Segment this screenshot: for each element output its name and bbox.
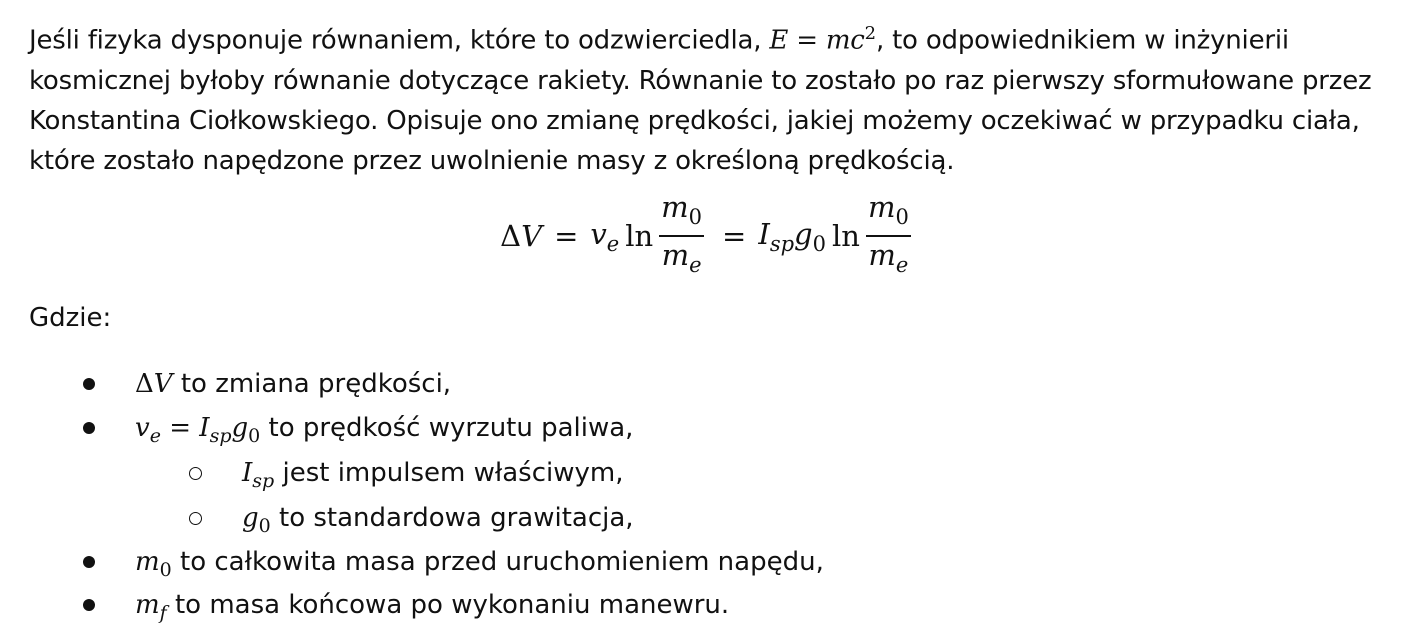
eq-frac2-denominator: $m_e$	[868, 238, 909, 277]
math-mc: mc	[825, 25, 865, 56]
eq-ve: $v_e$	[590, 216, 620, 256]
eq-g0: $g_0$	[794, 216, 826, 256]
math-exponent: 2	[864, 23, 876, 44]
eq-frac2-numerator: $m_0$	[867, 190, 909, 229]
circle-bullet-icon	[189, 467, 202, 480]
bullet-icon	[83, 599, 95, 611]
eq-fraction-2	[866, 189, 911, 283]
rocket-equation	[0, 190, 1417, 279]
document-page: Jeśli fizyka dysponuje równaniem, które to odzwierciedla, $E = mc^2$, to odpowiednikiem w inżynierii kosmicznej byłoby równanie dotyczące rakiety. Równanie to zostało po raz pierwszy sformułowane przez Konstantina Ciołkowskiego. Opisuje ono zmianę prędkości, jakiej możemy oczekiwać w przypadku ciała, które zostało napędzone przez uwolnienie masy z określoną prędkością. Δ V = $v_e$ ln $\frac{m_0}{m_e}$ = $I_{sp}$ $g_0$ ln $\frac{m_0}{m_e}$ Gdzie: ΔV to zmiana prędkości, $v_e = I_{sp}g_0$ to prędkość wyrzutu paliwa, $I_{sp}$ jest impulsem właściwym, $g_0$ to standardowa grawitacja, $m_0$ to całkowita masa przed uruchomieniem napędu, $m_f$ to masa końcowa po wykonaniu manewru.	[0, 0, 1417, 630]
intro-paragraph	[29, 14, 1399, 181]
bullet-icon	[83, 378, 95, 390]
eq-V: V	[521, 219, 543, 253]
math-equals: =	[788, 25, 826, 56]
bullet-icon	[83, 422, 95, 434]
eq-equals-2: =	[722, 219, 747, 253]
eq-ln-1: ln	[625, 219, 654, 253]
eq-frac1-denominator: $m_e$	[661, 238, 702, 277]
intro-text-2: , to odpowiednikiem w inżynierii kosmicznej byłoby równanie dotyczące rakiety. Równanie to zostało po raz pierwszy sformułowane przez Konstantina Ciołkowskiego. Opisuje ono zmianę prędkości, jakiej możemy oczekiwać w przypadku ciała, które zostało napędzone przez uwolnienie masy z określoną prędkością.	[29, 25, 1372, 176]
bullet-icon	[83, 556, 95, 568]
eq-fraction-1	[659, 189, 704, 283]
intro-text-1: Jeśli fizyka dysponuje równaniem, które to odzwierciedla,	[29, 25, 770, 56]
where-label: Gdzie:	[29, 303, 112, 333]
eq-frac1-numerator: $m_0$	[661, 190, 703, 229]
eq-isp: $I_{sp}$	[758, 216, 795, 256]
math-E: E	[769, 25, 789, 56]
eq-delta: Δ	[500, 219, 522, 253]
eq-equals-1: =	[554, 219, 579, 253]
eq-ln-2: ln	[832, 219, 860, 253]
circle-bullet-icon	[189, 512, 202, 525]
